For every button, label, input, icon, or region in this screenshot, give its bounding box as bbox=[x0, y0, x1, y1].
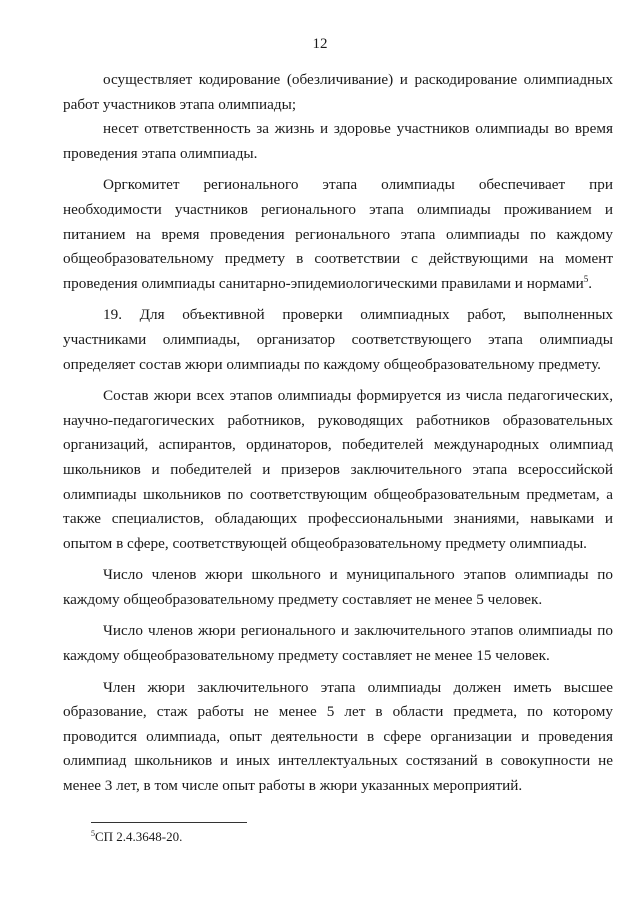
footnote bbox=[91, 828, 182, 846]
footnote-mark: 5 bbox=[91, 829, 95, 838]
paragraph-responsibility-duty: несет ответственность за жизнь и здоровье участников олимпиады во время проведения этапа олимпиады. bbox=[63, 120, 613, 162]
paragraph-end-punctuation: . bbox=[588, 274, 593, 292]
body-text bbox=[63, 68, 613, 799]
paragraph-jury-member-requirements: Член жюри заключительного этапа олимпиады должен иметь высшее образование, стаж работы не менее 5 лет в области предмета, по которому проводится олимпиада, опыт деятельности в сфере организации и проведения олимпиад школьников и иных интеллектуальных состязаний в совокупности не менее 3 лет, в том числе опыт работы в жюри указанных мероприятий. bbox=[63, 678, 613, 795]
paragraph-jury-size-regional: Число членов жюри регионального и заключительного этапов олимпиады по каждому общеобразовательному предмету составляет не менее 15 человек. bbox=[63, 622, 613, 665]
paragraph-coding-duty: осуществляет кодирование (обезличивание) и раскодирование олимпиадных работ участников этапа олимпиады; bbox=[63, 71, 613, 113]
paragraph-jury-composition: Состав жюри всех этапов олимпиады формируется из числа педагогических, научно-педагогических работников, руководящих работников образовательных организаций, аспирантов, ординаторов, победителей международных олимпиад школьников и победителей и призеров заключительного этапа всероссийской олимпиады школьников по соответствующим общеобразовательным предметам, а также специалистов, обладающих профессиональными знаниями, навыками и опытом в сфере, соответствующей общеобразовательному предмету олимпиады. bbox=[63, 387, 613, 552]
footnote-divider bbox=[91, 822, 247, 823]
paragraph-orgcommittee-accommodation bbox=[63, 173, 613, 296]
paragraph-clause-19: 19. Для объективной проверки олимпиадных работ, выполненных участниками олимпиады, организатор соответствующего этапа олимпиады определяет состав жюри олимпиады по каждому общеобразовательному предмету. bbox=[63, 306, 613, 373]
paragraph-text: Оргкомитет регионального этапа олимпиады обеспечивает при необходимости участников регионального этапа олимпиады проживанием и питанием на время проведения регионального этапа олимпиады по каждому общеобразовательному предмету в соответствии с действующими на момент проведения олимпиады санитарно-эпидемиологическими правилами и нормами bbox=[63, 176, 613, 292]
footnote-text: СП 2.4.3648-20. bbox=[95, 829, 183, 844]
footnote-reference: 5 bbox=[583, 273, 589, 284]
paragraph-jury-size-school: Число членов жюри школьного и муниципального этапов олимпиады по каждому общеобразовательному предмету составляет не менее 5 человек. bbox=[63, 566, 613, 608]
page-number: 12 bbox=[312, 36, 328, 52]
